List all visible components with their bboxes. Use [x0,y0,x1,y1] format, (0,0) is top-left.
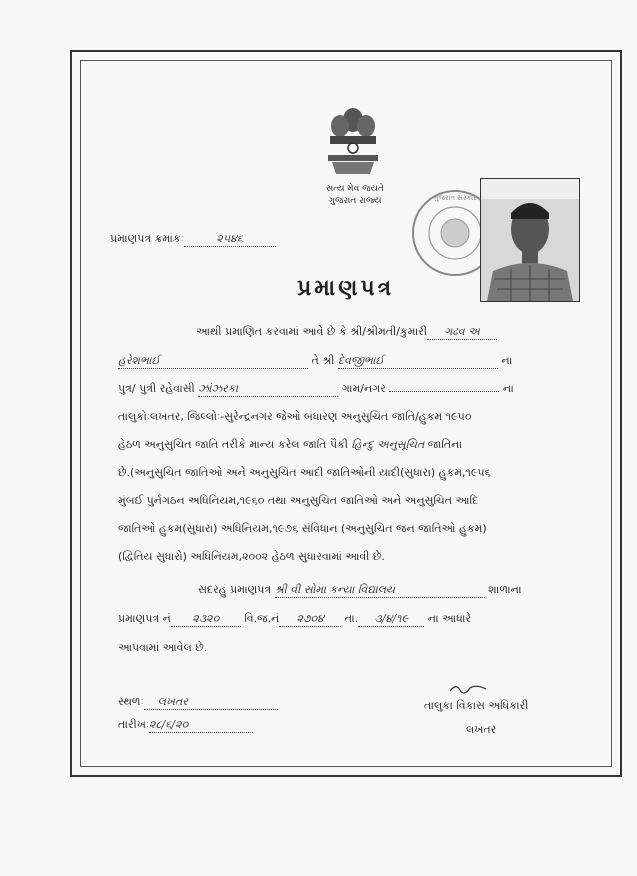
body-line-3-text: પુત્ર/ પુત્રી રહેવાસી [118,382,195,395]
body-line-8: જાતિઓ હુકમ(સુધારા) અધિનિયમ,૧૯૭૬ સંવિધાન (અનુસુચિત જન જાતિઓ હુકમ) [118,522,487,535]
date-label: તારીખઃ [118,718,150,731]
body-line-5-text: હેઠળ અનુસુચિત જાતિ તરીકે માન્ય કરેલ જાતિ પૈકી [118,438,349,451]
body-line-5 [118,438,462,452]
basis-line-2 [118,612,471,627]
basis-line-2-text: પ્રમાણપત્ર નં [118,612,171,625]
basis-line-1-text: સદરહું પ્રમાણપત્ર [198,583,272,596]
school-certificate-number: ૨૩૨૦ [171,612,241,627]
body-line-3 [118,382,514,397]
basis-line-2-mid: વિ.જ.નં [244,612,280,625]
caste-name: હિન્દુ અનુસૂચિત [351,438,425,451]
basis-line-1-end: શાળાના [488,583,522,596]
place-label: સ્થળઃ [118,695,144,708]
body-line-1-text: આથી પ્રમાણિત કરવામાં આવે છે કે શ્રી/શ્રીમતી/કુમારી [196,325,427,338]
date-row [118,718,253,733]
emblem-motto: સત્ય મેવ જયતે [326,184,384,194]
applicant-first-name: ગઢવ અ [427,325,497,340]
body-line-2-mid: તે શ્રી [311,354,335,367]
body-line-3-end: ના [502,382,514,395]
certificate-number-value: ૨૫૪૬ [184,232,276,247]
officer-title: તાલુકા વિકાસ અધિકારી [424,699,529,712]
person-photo-icon [481,179,579,301]
body-line-6: છે.(અનુસુચિત જાતિઓ અને અનુસુચિત આદી જાતિઓની યાદી(સુધારા) હુકમ,૧૯૫૬ [118,466,491,479]
body-line-4: તાલુકોઃલખતર, જિલ્લોઃ-સુરેન્દ્રનગર જેઓ બંધારણ અનુસુચિત જાતિ/હુકમ ૧૯૫૦ [118,410,472,423]
officer-signature [448,682,488,694]
certificate-number-label: પ્રમાણપત્ર ક્રમાંકઃ [110,232,184,245]
body-line-5-end: જાતિના [427,438,463,451]
village-name: ઝાંઝરકા [198,382,338,397]
applicant-name: હરેશભાઈ [118,354,308,369]
registration-number: ૨૭૦૪ [279,612,341,627]
body-line-7: મુંબઈ પુર્નગઠન અધિનિયમ,૧૯૬૦ તથા અનુસુચિત જાતિઓ અને અનુસુચિત આદિ [118,494,479,507]
certificate-number-row [110,232,276,247]
body-line-3-mid: ગામ/નગર [341,382,386,395]
date-value: ૨૮/૬/૨૦ [149,718,253,733]
national-emblem-icon [322,100,384,180]
body-line-2-end: ના [501,354,513,367]
basis-line-3: આપવામાં આવેલ છે. [118,641,208,654]
officer-place: લખતર [466,723,497,736]
town-blank [389,391,499,392]
father-name: દેવજીભાઈ [338,354,498,369]
school-name: શ્રી વી સોમા કન્યા વિદ્યાલય [275,583,485,598]
seal-text: ગુજરાત સરકાર [433,194,477,202]
basis-line-1 [198,583,522,598]
body-line-1 [196,325,497,340]
certificate-title: પ્રમાણપત્ર [297,276,395,301]
place-row [118,695,278,710]
body-line-9: (દ્વિતિય સુધારો) અધિનિયમ,૨૦૦૨ હેઠળ સુધારવામાં આવી છે. [118,550,385,563]
emblem-motto-block [300,183,410,207]
applicant-photo [480,178,580,302]
body-line-2 [118,354,512,369]
place-value: લખતર [144,695,278,710]
basis-line-2-end: ના આધારે [427,612,472,625]
basis-date: ૩/૪/૧૯ [358,612,424,627]
emblem-state: ગુજરાત રાજ્ય [328,196,382,206]
basis-date-label: તા. [344,612,359,625]
